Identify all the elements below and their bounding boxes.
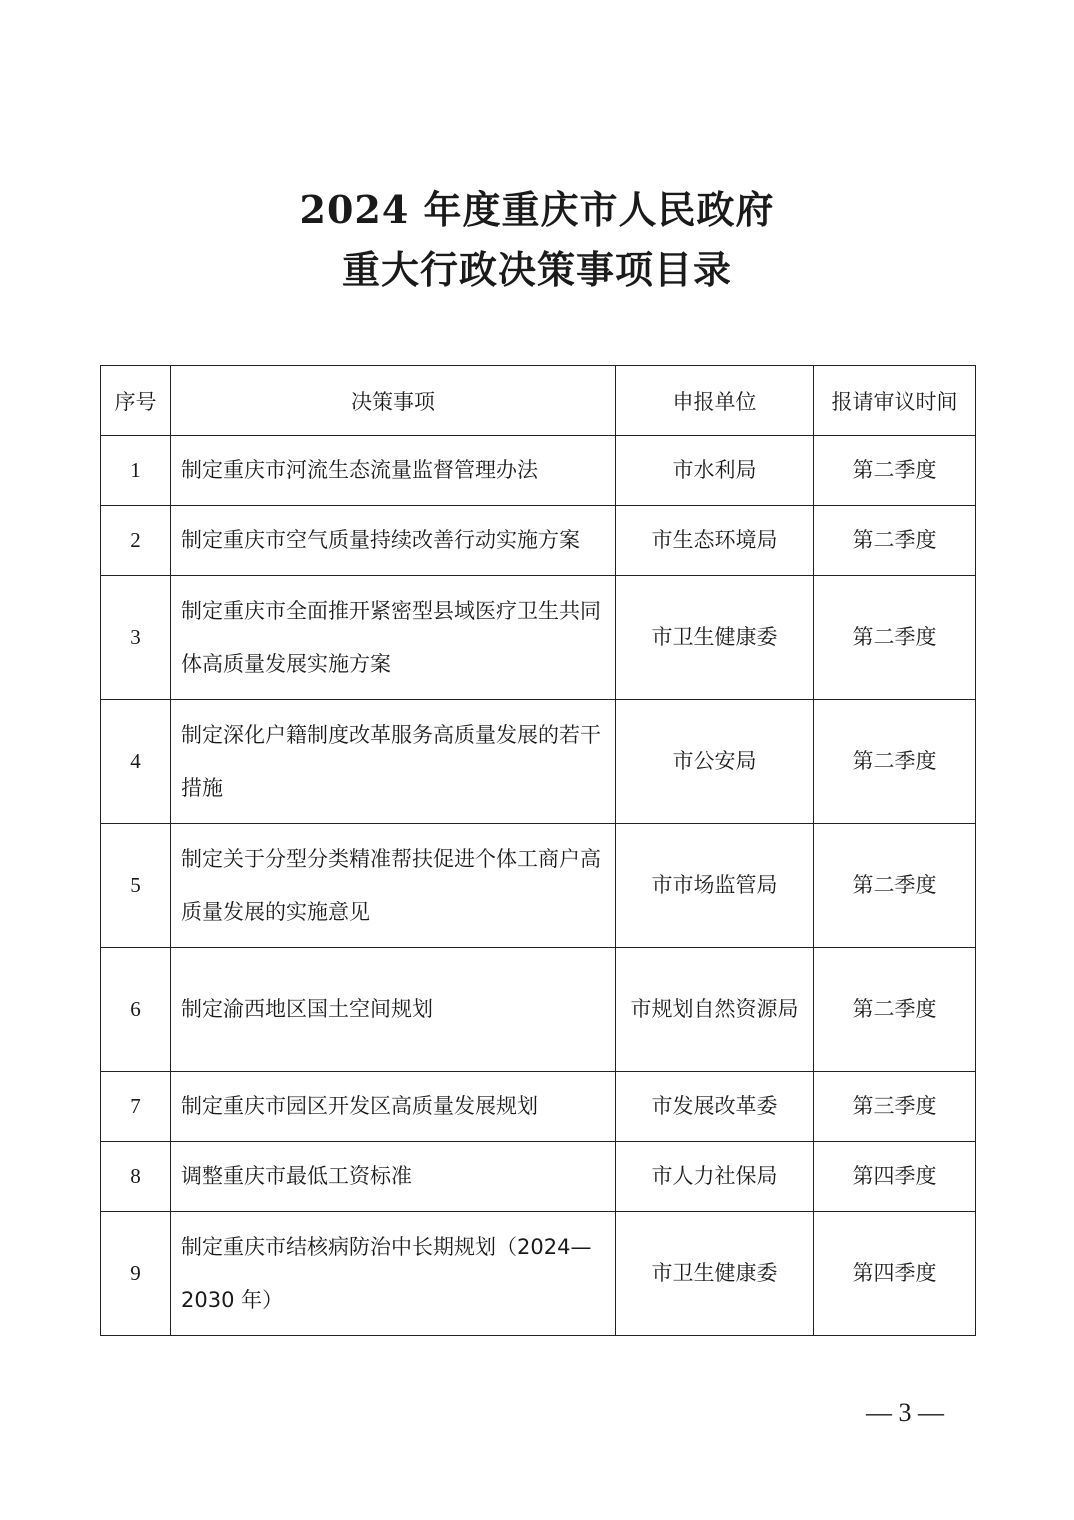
row-item: 制定重庆市河流生态流量监督管理办法 bbox=[171, 436, 616, 506]
row-unit: 市卫生健康委 bbox=[616, 1212, 814, 1336]
row-unit: 市公安局 bbox=[616, 700, 814, 824]
page-number: — 3 — bbox=[866, 1398, 944, 1427]
table-row bbox=[101, 506, 976, 576]
row-seq: 5 bbox=[101, 824, 171, 948]
row-item: 调整重庆市最低工资标准 bbox=[171, 1142, 616, 1212]
row-time: 第四季度 bbox=[814, 1142, 976, 1212]
header-seq: 序号 bbox=[101, 366, 171, 436]
title-line-1: 2024 年度重庆市人民政府 bbox=[299, 187, 775, 232]
row-seq: 4 bbox=[101, 700, 171, 824]
row-unit: 市生态环境局 bbox=[616, 506, 814, 576]
header-time: 报请审议时间 bbox=[814, 366, 976, 436]
row-unit: 市发展改革委 bbox=[616, 1072, 814, 1142]
table-row bbox=[101, 948, 976, 1072]
table-header-row bbox=[101, 366, 976, 436]
row-time: 第四季度 bbox=[814, 1212, 976, 1336]
table-row bbox=[101, 576, 976, 700]
row-time: 第二季度 bbox=[814, 948, 976, 1072]
row-unit: 市卫生健康委 bbox=[616, 576, 814, 700]
page-title bbox=[0, 180, 1074, 300]
row-seq: 6 bbox=[101, 948, 171, 1072]
row-time: 第二季度 bbox=[814, 506, 976, 576]
row-time: 第二季度 bbox=[814, 576, 976, 700]
row-seq: 1 bbox=[101, 436, 171, 506]
table-row bbox=[101, 824, 976, 948]
row-time: 第三季度 bbox=[814, 1072, 976, 1142]
row-item: 制定关于分型分类精准帮扶促进个体工商户高质量发展的实施意见 bbox=[171, 824, 616, 948]
row-seq: 2 bbox=[101, 506, 171, 576]
table-row bbox=[101, 700, 976, 824]
row-item: 制定深化户籍制度改革服务高质量发展的若干措施 bbox=[171, 700, 616, 824]
row-time: 第二季度 bbox=[814, 436, 976, 506]
row-item: 制定重庆市全面推开紧密型县域医疗卫生共同体高质量发展实施方案 bbox=[171, 576, 616, 700]
row-item: 制定重庆市空气质量持续改善行动实施方案 bbox=[171, 506, 616, 576]
row-seq: 9 bbox=[101, 1212, 171, 1336]
row-seq: 7 bbox=[101, 1072, 171, 1142]
decision-catalog-table bbox=[100, 365, 976, 1336]
table-row bbox=[101, 1072, 976, 1142]
header-unit: 申报单位 bbox=[616, 366, 814, 436]
row-time: 第二季度 bbox=[814, 700, 976, 824]
row-item: 制定渝西地区国土空间规划 bbox=[171, 948, 616, 1072]
row-unit: 市规划自然资源局 bbox=[616, 948, 814, 1072]
table-row bbox=[101, 1142, 976, 1212]
table-row bbox=[101, 1212, 976, 1336]
row-time: 第二季度 bbox=[814, 824, 976, 948]
table-row bbox=[101, 436, 976, 506]
row-item: 制定重庆市结核病防治中长期规划（2024—2030 年） bbox=[171, 1212, 616, 1336]
title-line-2: 重大行政决策事项目录 bbox=[341, 247, 732, 292]
row-seq: 8 bbox=[101, 1142, 171, 1212]
row-unit: 市水利局 bbox=[616, 436, 814, 506]
row-unit: 市人力社保局 bbox=[616, 1142, 814, 1212]
header-item: 决策事项 bbox=[171, 366, 616, 436]
row-item: 制定重庆市园区开发区高质量发展规划 bbox=[171, 1072, 616, 1142]
row-unit: 市市场监管局 bbox=[616, 824, 814, 948]
row-seq: 3 bbox=[101, 576, 171, 700]
